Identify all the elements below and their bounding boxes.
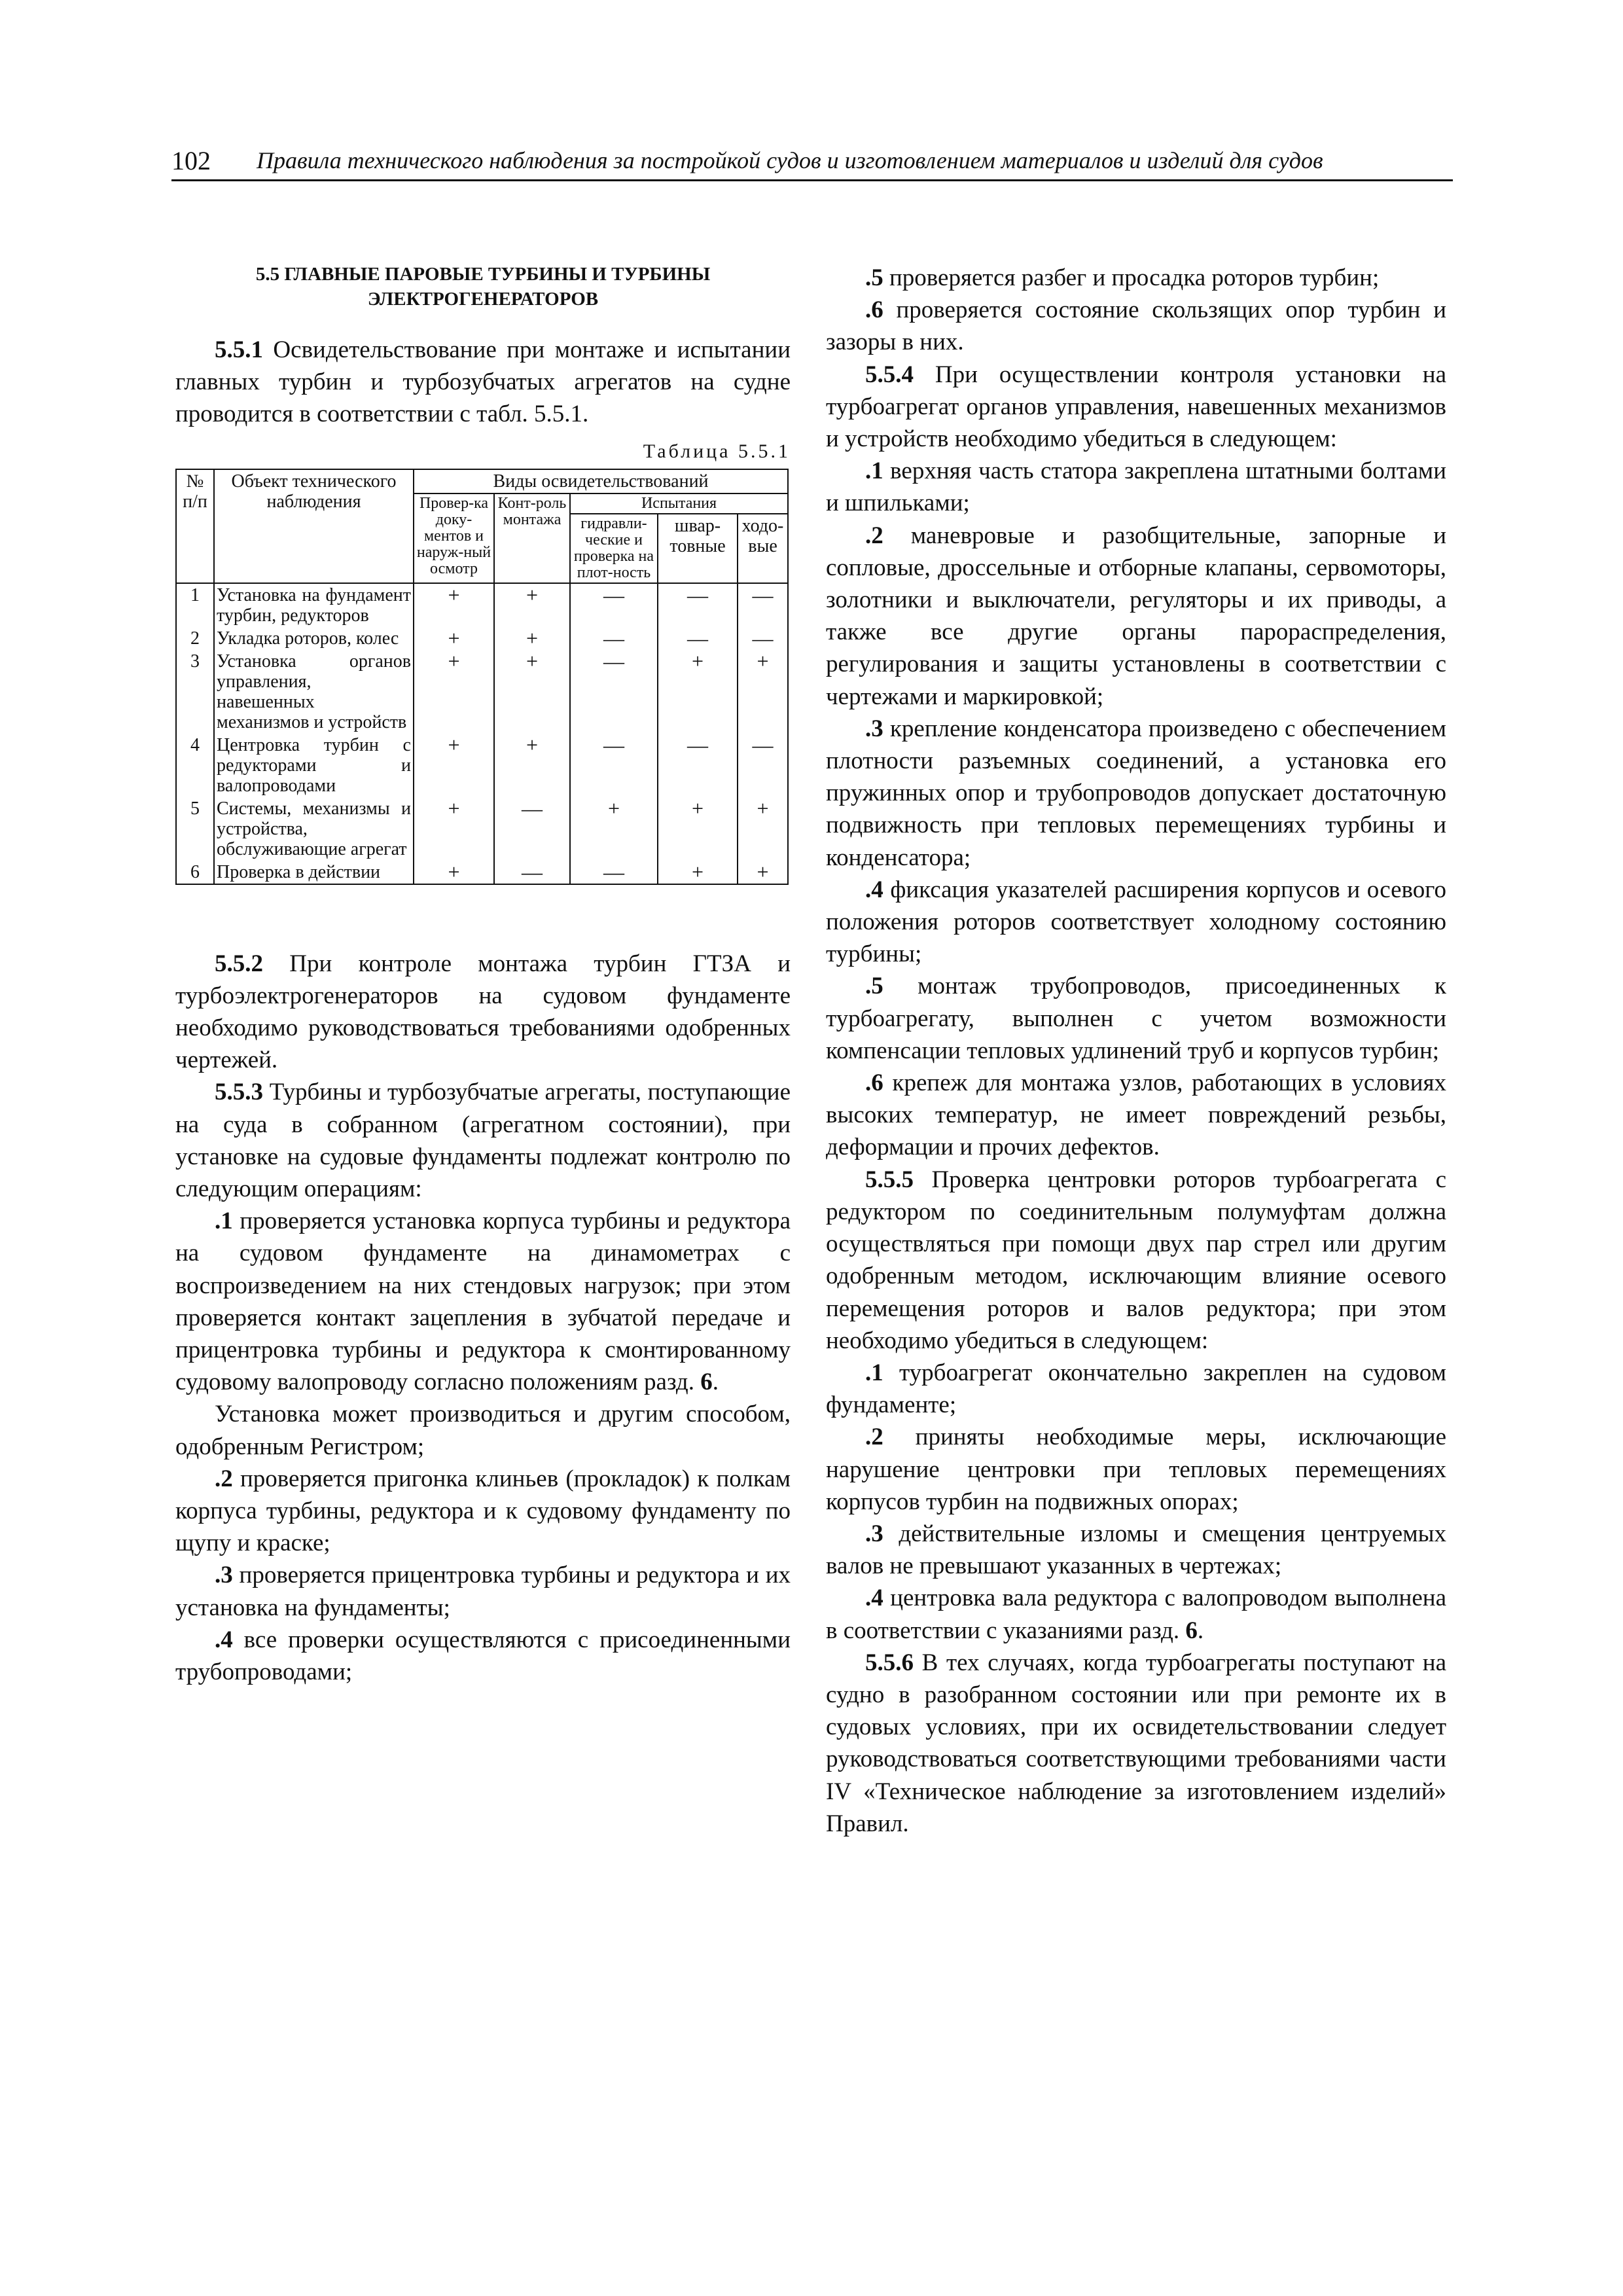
table-row xyxy=(176,650,788,734)
item-number: .5 xyxy=(865,264,883,291)
paragraph-5-5-6 xyxy=(826,1647,1446,1840)
paragraph-5-5-3-5 xyxy=(826,262,1446,294)
header-check-docs: Провер-ка доку-ментов и наруж-ный осмотр xyxy=(414,493,494,583)
cell-control: + xyxy=(494,734,570,797)
row-object: Центровка турбин с редукторами и валопроводами xyxy=(214,734,414,797)
header-no: № п/п xyxy=(176,469,214,583)
cell-running: + xyxy=(738,650,788,734)
item-number: .2 xyxy=(215,1465,233,1492)
section-reference: 6 xyxy=(1185,1617,1198,1644)
cell-control: + xyxy=(494,583,570,627)
paragraph-end: . xyxy=(1197,1617,1204,1644)
item-number: .2 xyxy=(865,522,883,549)
row-object: Укладка роторов, колес xyxy=(214,627,414,650)
paragraph-text: верхняя часть статора закреплена штатными болтами и шпильками; xyxy=(826,457,1446,517)
left-column xyxy=(175,262,791,1688)
paragraph-text: проверяется пригонка клиньев (прокладок) к полкам корпуса турбины, редуктора и к судовому фундаменту по щупу и краске; xyxy=(175,1465,791,1557)
paragraph-5-5-4-6 xyxy=(826,1067,1446,1164)
paragraph-text: центровка вала редуктора с валопроводом выполнена в соответствии с указаниями разд. xyxy=(826,1585,1446,1644)
paragraph-5-5-3-4 xyxy=(175,1624,791,1688)
paragraph-5-5-3-2 xyxy=(175,1463,791,1560)
table-row xyxy=(176,627,788,650)
row-number: 3 xyxy=(176,650,214,734)
clause-number: 5.5.6 xyxy=(865,1649,914,1676)
item-number: .6 xyxy=(865,296,883,324)
header-tests: Испытания xyxy=(570,493,788,514)
clause-number: 5.5.5 xyxy=(865,1166,914,1193)
paragraph-text: фиксация указателей расширения корпусов и осевого положения роторов соответствует холодному состоянию турбины; xyxy=(826,876,1446,968)
header-mooring: швар-товные xyxy=(658,514,738,583)
cell-mooring: + xyxy=(658,650,738,734)
cell-control: + xyxy=(494,650,570,734)
section-title-line-2: ЭЛЕКТРОГЕНЕРАТОРОВ xyxy=(367,289,599,310)
cell-mooring: + xyxy=(658,861,738,884)
paragraph-text: крепеж для монтажа узлов, работающих в условиях высоких температур, не имеет повреждений резьбы, деформации и прочих дефектов. xyxy=(826,1069,1446,1161)
cell-mooring: — xyxy=(658,734,738,797)
paragraph-5-5-4-5 xyxy=(826,970,1446,1067)
item-number: .3 xyxy=(215,1562,233,1589)
row-object: Установка органов управления, навешенных механизмов и устройств xyxy=(214,650,414,734)
row-number: 2 xyxy=(176,627,214,650)
paragraph-5-5-1 xyxy=(175,334,791,431)
page-number: 102 xyxy=(171,146,211,175)
paragraph-text: проверяется прицентровка турбины и редуктора и их установка на фундаменты; xyxy=(175,1562,791,1621)
cell-hydraulic: — xyxy=(570,650,658,734)
item-number: .5 xyxy=(865,973,883,1000)
paragraph-text: В тех случаях, когда турбоагрегаты поступают на судно в разобранном состоянии или при ремонте их в судовых условиях, при их освидетельствовании следует руководствоваться соответствующими требованиями части IV «Техническое наблюдение за изготовлением изделий» Правил. xyxy=(826,1649,1446,1837)
cell-check-docs: + xyxy=(414,797,494,861)
paragraph-5-5-4-3 xyxy=(826,713,1446,874)
paragraph-5-5-4-2 xyxy=(826,520,1446,713)
table-row xyxy=(176,734,788,797)
cell-running: + xyxy=(738,861,788,884)
right-column xyxy=(826,262,1446,1840)
paragraph-5-5-5-2 xyxy=(826,1421,1446,1518)
cell-hydraulic: — xyxy=(570,861,658,884)
clause-number: 5.5.3 xyxy=(215,1079,263,1106)
item-number: .4 xyxy=(865,1585,883,1612)
clause-number: 5.5.4 xyxy=(865,361,914,388)
section-reference: 6 xyxy=(700,1369,713,1396)
paragraph-5-5-4 xyxy=(826,359,1446,456)
cell-hydraulic: — xyxy=(570,583,658,627)
table-row xyxy=(176,797,788,861)
cell-running: — xyxy=(738,627,788,650)
table-row xyxy=(176,583,788,627)
paragraph-text: проверяется состояние скользящих опор турбин и зазоры в них. xyxy=(826,296,1446,356)
paragraph-text: все проверки осуществляются с присоединенными трубопроводами; xyxy=(175,1626,791,1686)
paragraph-5-5-2 xyxy=(175,948,791,1077)
cell-running: — xyxy=(738,583,788,627)
item-number: .1 xyxy=(865,1359,883,1386)
cell-control: — xyxy=(494,797,570,861)
paragraph-end: . xyxy=(712,1369,719,1396)
header-kinds: Виды освидетельствований xyxy=(414,469,788,493)
paragraph-text: При контроле монтажа турбин ГТЗА и турбоэлектрогенераторов на судовом фундаменте необходимо руководствоваться требованиями одобренных чертежей. xyxy=(175,950,791,1074)
paragraph-text: проверяется установка корпуса турбины и редуктора на судовом фундаменте на динамометрах с воспроизведением на них стендовых нагрузок; при этом проверяется контакт зацепления в зубчатой передаче и прицентровка турбины и редуктора к смонтированному судовому валопроводу согласно положениям разд. xyxy=(175,1208,791,1396)
cell-hydraulic: — xyxy=(570,627,658,650)
cell-mooring: — xyxy=(658,583,738,627)
paragraph-5-5-3-3 xyxy=(175,1559,791,1623)
section-title-line-1: 5.5 ГЛАВНЫЕ ПАРОВЫЕ ТУРБИНЫ И ТУРБИНЫ xyxy=(255,264,711,285)
paragraph-text: Турбины и турбозубчатые агрегаты, поступающие на суда в собранном (агрегатном состоянии), при установке на судовые фундаменты подлежат контролю по следующим операциям: xyxy=(175,1079,791,1203)
item-number: .1 xyxy=(215,1208,233,1235)
cell-running: + xyxy=(738,797,788,861)
item-number: .3 xyxy=(865,715,883,742)
table-row xyxy=(176,861,788,884)
paragraph-5-5-5-3 xyxy=(826,1518,1446,1582)
cell-mooring: — xyxy=(658,627,738,650)
running-title: Правила технического наблюдения за постройкой судов и изготовлением материалов и изделий для судов xyxy=(257,147,1323,173)
item-number: .6 xyxy=(865,1069,883,1097)
section-title xyxy=(175,262,791,312)
paragraph-5-5-5 xyxy=(826,1164,1446,1357)
row-number: 4 xyxy=(176,734,214,797)
table-caption: Таблица 5.5.1 xyxy=(643,440,791,462)
header-running: ходо-вые xyxy=(738,514,788,583)
paragraph-text: проверяется разбег и просадка роторов турбин; xyxy=(883,264,1380,291)
paragraph-5-5-4-1 xyxy=(826,455,1446,519)
cell-check-docs: + xyxy=(414,627,494,650)
header-hydraulic: гидравли-ческие и проверка на плот-ность xyxy=(570,514,658,583)
item-number: .2 xyxy=(865,1424,883,1451)
cell-control: + xyxy=(494,627,570,650)
paragraph-text: крепление конденсатора произведено с обеспечением плотности разъемных соединений, а установка его пружинных опор и трубопроводов допускает достаточную подвижность при тепловых перемещениях турбины и конденсатора; xyxy=(826,715,1446,871)
cell-check-docs: + xyxy=(414,861,494,884)
cell-running: — xyxy=(738,734,788,797)
paragraph-text: При осуществлении контроля установки на турбоагрегат органов управления, навешенных механизмов и устройств необходимо убедиться в следующем: xyxy=(826,361,1446,453)
item-number: .4 xyxy=(865,876,883,903)
row-number: 1 xyxy=(176,583,214,627)
paragraph-5-5-5-4 xyxy=(826,1582,1446,1646)
paragraph-5-5-3-1 xyxy=(175,1205,791,1398)
row-object: Проверка в действии xyxy=(214,861,414,884)
row-object: Установка на фундамент турбин, редукторов xyxy=(214,583,414,627)
cell-check-docs: + xyxy=(414,650,494,734)
header-control: Конт-роль монтажа xyxy=(494,493,570,583)
paragraph-5-5-3-alt: Установка может производиться и другим способом, одобренным Регистром; xyxy=(175,1401,791,1460)
row-number: 6 xyxy=(176,861,214,884)
paragraph-5-5-3 xyxy=(175,1076,791,1205)
page-header xyxy=(171,143,1453,181)
paragraph-5-5-3-6 xyxy=(826,294,1446,358)
clause-number: 5.5.1 xyxy=(215,336,263,363)
item-number: .1 xyxy=(865,457,883,485)
paragraph-5-5-5-1 xyxy=(826,1357,1446,1421)
cell-hydraulic: — xyxy=(570,734,658,797)
header-object: Объект технического наблюдения xyxy=(214,469,414,583)
item-number: .3 xyxy=(865,1520,883,1547)
clause-number: 5.5.2 xyxy=(215,950,263,977)
paragraph-text: Проверка центровки роторов турбоагрегата с редуктором по соединительным полумуфтам должна осуществляться при помощи двух пар стрел или другим одобренным методом, исключающим влияние осевого перемещения роторов и валов редуктора; при этом необходимо убедиться в следующем: xyxy=(826,1166,1446,1354)
row-object: Системы, механизмы и устройства, обслуживающие агрегат xyxy=(214,797,414,861)
paragraph-5-5-4-4 xyxy=(826,874,1446,971)
cell-control: — xyxy=(494,861,570,884)
cell-mooring: + xyxy=(658,797,738,861)
inspection-table xyxy=(175,469,789,885)
paragraph-text: действительные изломы и смещения центруемых валов не превышают указанных в чертежах; xyxy=(826,1520,1446,1580)
paragraph-text: приняты необходимые меры, исключающие нарушение центровки при тепловых перемещениях корпусов турбин на подвижных опорах; xyxy=(826,1424,1446,1515)
paragraph-text: турбоагрегат окончательно закреплен на судовом фундаменте; xyxy=(826,1359,1446,1419)
paragraph-text: Освидетельствование при монтаже и испытании главных турбин и турбозубчатых агрегатов на судне проводится в соответствии с табл. 5.5.1. xyxy=(175,336,791,428)
table-spacer xyxy=(175,885,791,948)
cell-check-docs: + xyxy=(414,734,494,797)
cell-check-docs: + xyxy=(414,583,494,627)
item-number: .4 xyxy=(215,1626,233,1653)
paragraph-text: маневровые и разобщительные, запорные и сопловые, дроссельные и отборные клапаны, сервомоторы, золотники и выключатели, регуляторы и их приводы, а также все другие органы парораспределения, регулирования и защиты установлены в соответствии с чертежами и маркировкой; xyxy=(826,522,1446,710)
paragraph-text: монтаж трубопроводов, присоединенных к турбоагрегату, выполнен с учетом возможности компенсации тепловых удлинений труб и корпусов турбин; xyxy=(826,973,1446,1064)
row-number: 5 xyxy=(176,797,214,861)
cell-hydraulic: + xyxy=(570,797,658,861)
